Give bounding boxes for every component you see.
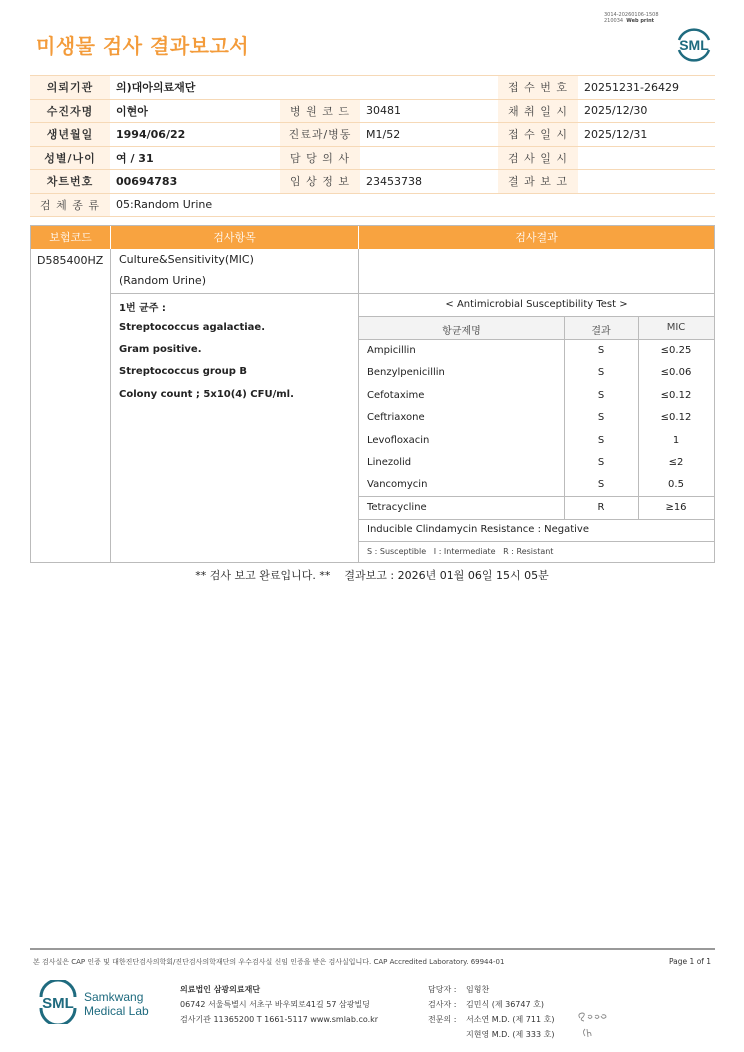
doctor-value <box>360 146 498 170</box>
ast-mic: 0.5 <box>668 479 684 491</box>
staff-row <box>428 997 554 1012</box>
ast-mic: ≤0.06 <box>660 367 692 379</box>
corporation-name: 의료법인 삼광의료재단 <box>180 985 261 994</box>
staff-name: 임형찬 <box>466 985 490 994</box>
ast-drug: Levofloxacin <box>367 434 430 446</box>
corporation-info <box>180 982 378 1027</box>
row-divider <box>110 293 714 294</box>
ast-mic: ≤0.12 <box>660 412 692 424</box>
doc-code-line2: 210034 <box>604 18 624 24</box>
test-date-label: 검 사 일 시 <box>498 146 578 170</box>
ast-result: S <box>597 345 605 356</box>
chart-value: 00694783 <box>110 170 280 194</box>
report-complete-note: ** 검사 보고 완료입니다. ** 결과보고 : 2026년 01월 06일 15시 05분 <box>195 569 549 582</box>
requester-value: 의)대아의료재단 <box>110 76 498 100</box>
doctor-label: 담 당 의 사 <box>280 146 360 170</box>
brand-line1: Samkwang <box>84 990 144 1004</box>
column-divider <box>110 249 111 563</box>
patient-label: 수진자명 <box>30 99 110 123</box>
clinical-label: 임 상 정 보 <box>280 170 360 194</box>
column-divider <box>358 249 359 294</box>
accreditation-note: 본 검사실은 CAP 인증 및 대한진단검사의학회/진단검사의학재단의 우수검사실 신임 인증을 받은 검사실입니다. CAP Accredited Laboratory. 69944-01 <box>33 958 505 966</box>
ast-result: S <box>597 479 605 491</box>
birth-value: 1994/06/22 <box>110 123 280 147</box>
row-divider <box>358 519 714 520</box>
inducible-clindamycin: Inducible Clindamycin Resistance : Negative <box>367 524 590 535</box>
row-divider <box>358 496 714 497</box>
test-item-name: Culture&Sensitivity(MIC) <box>119 253 254 266</box>
ast-col-result: 결과 <box>591 326 611 337</box>
ast-title: < Antimicrobial Susceptibility Test > <box>445 299 628 310</box>
staff-name: 서소연 M.D. (제 711 호) <box>466 1015 555 1024</box>
staff-role: 담당자 : <box>428 985 457 994</box>
insurance-code: D585400HZ <box>37 254 104 267</box>
sex-age-label: 성별/나이 <box>30 146 110 170</box>
dept-value: M1/52 <box>360 123 498 147</box>
brand-name <box>84 990 149 1018</box>
patient-value: 이현아 <box>110 99 280 123</box>
hospital-code-label: 병 원 코 드 <box>280 99 360 123</box>
brand-line2: Medical Lab <box>84 1004 149 1018</box>
web-print-label: Web print <box>626 18 655 24</box>
row-divider <box>358 541 714 542</box>
staff-name: 지현영 M.D. (제 333 호) <box>466 1030 555 1039</box>
chart-label: 차트번호 <box>30 170 110 194</box>
info-row <box>30 170 715 194</box>
collect-date-label: 채 취 일 시 <box>498 99 578 123</box>
specimen-label: 검 체 종 류 <box>30 193 110 217</box>
sml-logo <box>674 24 714 64</box>
staff-role: 검사자 : <box>428 1000 457 1009</box>
ast-drug: Linezolid <box>367 457 412 468</box>
ast-result: S <box>597 457 605 468</box>
result-legend: S : Susceptible I : Intermediate R : Resistant <box>367 547 554 556</box>
ast-result: S <box>597 367 605 379</box>
corporation-address: 06742 서울특별시 서초구 바우뫼로41길 57 삼광빌딩 <box>180 1000 370 1009</box>
ast-drug: Ceftriaxone <box>367 412 425 424</box>
staff-row <box>428 1027 554 1042</box>
page-number: Page 1 of 1 <box>669 957 712 966</box>
organism-line: Streptococcus group B <box>119 366 248 377</box>
info-row <box>30 146 715 170</box>
organism-line: Streptococcus agalactiae. <box>119 322 266 333</box>
clinical-value: 23453738 <box>360 170 498 194</box>
ast-drug: Vancomycin <box>367 479 428 491</box>
svg-text:SML: SML <box>679 37 709 53</box>
organism-line: 1번 균주 : <box>119 303 166 314</box>
test-item-specimen: (Random Urine) <box>119 274 206 287</box>
receive-date-value: 2025/12/31 <box>578 123 715 147</box>
birth-label: 생년월일 <box>30 123 110 147</box>
ast-result: S <box>597 389 605 401</box>
ast-mic: ≤2 <box>668 457 684 468</box>
dept-label: 진료과/병동 <box>280 123 360 147</box>
doc-code-line1: 3014-20260106-1508 <box>604 12 659 18</box>
report-value <box>578 170 715 194</box>
requester-label: 의뢰기관 <box>30 76 110 100</box>
organism-line: Colony count ; 5x10(4) CFU/ml. <box>119 389 294 400</box>
organism-line: Gram positive. <box>119 344 202 355</box>
ast-result: S <box>597 412 605 424</box>
receipt-no-label: 접 수 번 호 <box>498 76 578 100</box>
patient-info-table <box>30 75 715 217</box>
page-title: 미생물 검사 결과보고서 <box>36 34 250 58</box>
info-row <box>30 123 715 147</box>
ast-drug: Benzylpenicillin <box>367 367 445 379</box>
report-label: 결 과 보 고 <box>498 170 578 194</box>
info-row <box>30 193 715 217</box>
hospital-code-value: 30481 <box>360 99 498 123</box>
col-result-header: 검사결과 <box>515 231 558 244</box>
ast-mic: ≥16 <box>665 501 687 513</box>
footer-divider <box>30 948 715 950</box>
row-divider <box>358 339 714 340</box>
receipt-no-value: 20251231-26429 <box>578 76 715 100</box>
specimen-value: 05:Random Urine <box>110 193 715 217</box>
sml-logo <box>36 980 80 1024</box>
document-code <box>604 12 659 24</box>
ast-drug: Cefotaxime <box>367 389 425 401</box>
staff-name: 김민식 (제 36747 호) <box>466 1000 544 1009</box>
ast-col-drug: 항균제명 <box>442 326 481 337</box>
corporation-contact: 검사기관 11365200 T 1661-5117 www.smlab.co.kr <box>180 1015 379 1024</box>
staff-row <box>428 982 554 997</box>
sex-age-value: 여 / 31 <box>110 146 280 170</box>
ast-drug: Tetracycline <box>367 501 427 513</box>
results-header <box>31 226 714 249</box>
staff-row <box>428 1012 554 1027</box>
results-table <box>30 225 715 563</box>
test-date-value <box>578 146 715 170</box>
ast-result: S <box>597 434 605 446</box>
svg-text:SML: SML <box>42 995 74 1012</box>
ast-mic: ≤0.25 <box>660 345 692 356</box>
ast-mic: 1 <box>672 434 680 446</box>
info-row <box>30 99 715 123</box>
ast-col-mic: MIC <box>666 322 686 333</box>
collect-date-value: 2025/12/30 <box>578 99 715 123</box>
receive-date-label: 접 수 일 시 <box>498 123 578 147</box>
ast-drug: Ampicillin <box>367 345 416 356</box>
ast-mic: ≤0.12 <box>660 389 692 401</box>
col-code-header: 보험코드 <box>49 231 92 244</box>
handwritten-signature <box>576 1010 610 1040</box>
ast-result: R <box>597 501 605 513</box>
staff-list <box>428 982 554 1042</box>
staff-role: 전문의 : <box>428 1015 457 1024</box>
col-item-header: 검사항목 <box>213 231 256 244</box>
info-row <box>30 76 715 100</box>
